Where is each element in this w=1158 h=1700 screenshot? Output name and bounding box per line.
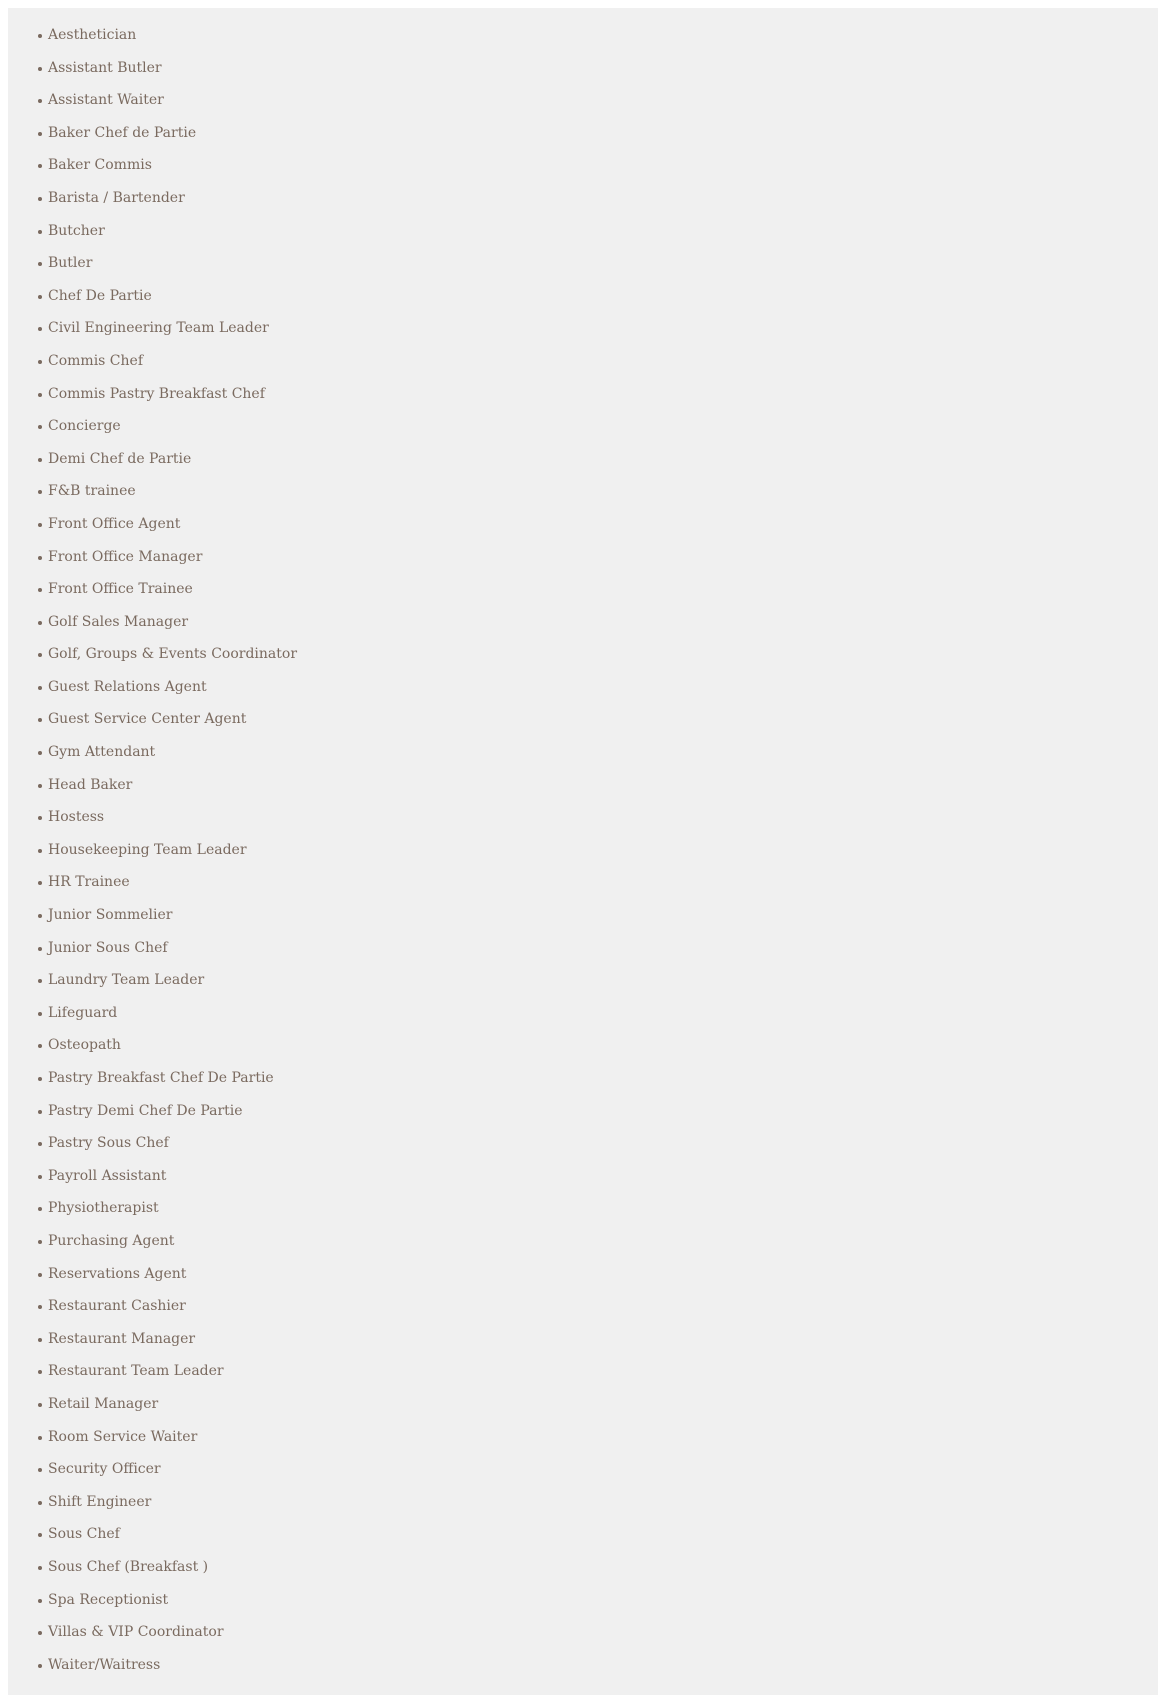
job-link[interactable]: Retail Manager [48, 1395, 159, 1412]
bullet-icon [38, 1468, 42, 1472]
bullet-icon [38, 425, 42, 429]
job-link[interactable]: Baker Chef de Partie [48, 124, 197, 141]
job-list-item[interactable] [38, 549, 1158, 582]
job-link[interactable]: Shift Engineer [48, 1493, 152, 1510]
job-link[interactable]: Guest Relations Agent [48, 678, 207, 695]
job-list-item[interactable] [38, 483, 1158, 516]
bullet-icon [38, 164, 42, 168]
bullet-icon [38, 1012, 42, 1016]
job-link[interactable]: Junior Sommelier [48, 907, 173, 924]
job-link[interactable]: Golf, Groups & Events Coordinator [48, 646, 298, 663]
job-link[interactable]: Pastry Breakfast Chef De Partie [48, 1070, 274, 1086]
bullet-icon [38, 816, 42, 820]
job-list-item[interactable] [38, 711, 1158, 744]
job-list-item[interactable] [38, 386, 1158, 419]
job-list-item[interactable] [38, 940, 1158, 973]
job-link[interactable]: Spa Receptionist [48, 1591, 169, 1608]
job-list-item[interactable] [38, 1103, 1158, 1136]
job-list-item[interactable] [38, 1624, 1158, 1657]
job-list-item[interactable] [38, 1461, 1158, 1494]
bullet-icon [38, 1664, 42, 1668]
bullet-icon [38, 458, 42, 462]
bullet-icon [38, 1305, 42, 1309]
job-link[interactable]: Barista / Bartender [48, 189, 185, 206]
bullet-icon [38, 327, 42, 331]
bullet-icon [38, 751, 42, 755]
bullet-icon [38, 230, 42, 234]
job-list-item[interactable] [38, 157, 1158, 190]
bullet-icon [38, 523, 42, 527]
job-link[interactable]: Restaurant Cashier [48, 1298, 186, 1315]
bullet-icon [38, 556, 42, 560]
job-list-item[interactable] [38, 320, 1158, 353]
bullet-icon [38, 99, 42, 103]
job-list-item[interactable] [38, 1526, 1158, 1559]
job-link[interactable]: Head Baker [48, 776, 133, 793]
bullet-icon [38, 1175, 42, 1179]
job-link[interactable]: Reservations Agent [48, 1265, 187, 1282]
bullet-icon [38, 197, 42, 201]
bullet-icon [38, 1370, 42, 1374]
job-link[interactable]: Sous Chef [48, 1526, 120, 1543]
job-list-item[interactable] [38, 1592, 1158, 1625]
job-list-item[interactable] [38, 1266, 1158, 1299]
job-list-item[interactable] [38, 1396, 1158, 1429]
job-list-item[interactable] [38, 777, 1158, 810]
job-link[interactable]: Pastry Demi Chef De Partie [48, 1102, 243, 1119]
job-list-item[interactable] [38, 1168, 1158, 1201]
job-link[interactable]: Aesthetician [48, 27, 137, 43]
job-list-item[interactable] [38, 1298, 1158, 1331]
job-link[interactable]: Villas & VIP Coordinator [48, 1624, 224, 1641]
job-list-item[interactable] [38, 646, 1158, 679]
bullet-icon [38, 1110, 42, 1114]
bullet-icon [38, 718, 42, 722]
job-list-item[interactable] [38, 972, 1158, 1005]
job-link[interactable]: Hostess [48, 809, 105, 826]
bullet-icon [38, 621, 42, 625]
job-list-item[interactable] [38, 1037, 1158, 1070]
job-link[interactable]: Pastry Sous Chef [48, 1135, 169, 1152]
bullet-icon [38, 1599, 42, 1603]
job-link[interactable]: Assistant Butler [48, 59, 162, 76]
job-list-item[interactable] [38, 353, 1158, 386]
job-link[interactable]: Laundry Team Leader [48, 972, 205, 989]
job-link[interactable]: Gym Attendant [48, 744, 156, 761]
job-list-item[interactable] [38, 418, 1158, 451]
job-link[interactable]: Housekeeping Team Leader [48, 841, 247, 858]
job-link[interactable]: Room Service Waiter [48, 1428, 198, 1445]
job-list-item[interactable] [38, 255, 1158, 288]
job-list-item[interactable] [38, 223, 1158, 256]
job-link[interactable]: Waiter/Waitress [48, 1656, 161, 1673]
job-list-item[interactable] [38, 1429, 1158, 1462]
job-list-item[interactable] [38, 1331, 1158, 1364]
job-link[interactable]: Civil Engineering Team Leader [48, 320, 269, 337]
bullet-icon [38, 1240, 42, 1244]
bullet-icon [38, 1403, 42, 1407]
job-list-item[interactable] [38, 907, 1158, 940]
bullet-icon [38, 1207, 42, 1211]
job-link[interactable]: Commis Chef [48, 352, 143, 369]
job-link[interactable]: Physiotherapist [48, 1200, 159, 1217]
job-link[interactable]: Osteopath [48, 1037, 121, 1054]
job-list-item[interactable] [38, 614, 1158, 647]
bullet-icon [38, 1338, 42, 1342]
bullet-icon [38, 881, 42, 885]
job-list-panel [8, 8, 1158, 1695]
job-list-item[interactable] [38, 1135, 1158, 1168]
bullet-icon [38, 262, 42, 266]
bullet-icon [38, 979, 42, 983]
job-list-item[interactable] [38, 288, 1158, 321]
job-link[interactable]: F&B trainee [48, 483, 136, 500]
bullet-icon [38, 1436, 42, 1440]
job-list-item[interactable] [38, 874, 1158, 907]
bullet-icon [38, 393, 42, 397]
job-link[interactable]: Chef De Partie [48, 287, 152, 304]
job-list-item[interactable] [38, 1657, 1158, 1690]
bullet-icon [38, 914, 42, 918]
job-list-item[interactable] [38, 809, 1158, 842]
job-list-item[interactable] [38, 581, 1158, 614]
bullet-icon [38, 1631, 42, 1635]
job-link[interactable]: Lifeguard [48, 1004, 118, 1021]
job-link[interactable]: Security Officer [48, 1461, 161, 1478]
job-link[interactable]: Restaurant Manager [48, 1330, 196, 1347]
bullet-icon [38, 132, 42, 136]
job-link[interactable]: HR Trainee [48, 874, 130, 891]
bullet-icon [38, 1566, 42, 1570]
bullet-icon [38, 360, 42, 364]
bullet-icon [38, 1077, 42, 1081]
job-list-item[interactable] [38, 1005, 1158, 1038]
job-list-item[interactable] [38, 842, 1158, 875]
job-list-item[interactable] [38, 1233, 1158, 1266]
bullet-icon [38, 67, 42, 71]
job-list-item[interactable] [38, 1363, 1158, 1396]
bullet-icon [38, 1273, 42, 1277]
job-list-item[interactable] [38, 516, 1158, 549]
bullet-icon [38, 653, 42, 657]
job-link[interactable]: Sous Chef (Breakfast ) [48, 1558, 209, 1575]
job-link[interactable]: Concierge [48, 418, 121, 435]
bullet-icon [38, 686, 42, 690]
bullet-icon [38, 1533, 42, 1537]
job-list-item[interactable] [38, 1200, 1158, 1233]
bullet-icon [38, 784, 42, 788]
job-list-item[interactable] [38, 744, 1158, 777]
job-list [8, 8, 1158, 1689]
job-list-item[interactable] [38, 60, 1158, 93]
job-list-item[interactable] [38, 1070, 1158, 1103]
job-link[interactable]: Front Office Manager [48, 548, 203, 565]
job-link[interactable]: Front Office Agent [48, 515, 181, 532]
job-link[interactable]: Golf Sales Manager [48, 613, 189, 630]
job-list-item[interactable] [38, 451, 1158, 484]
job-link[interactable]: Butler [48, 255, 93, 272]
job-link[interactable]: Purchasing Agent [48, 1232, 175, 1249]
job-link[interactable]: Front Office Trainee [48, 581, 193, 598]
job-link[interactable]: Junior Sous Chef [48, 939, 168, 956]
job-list-item[interactable] [38, 679, 1158, 712]
job-link[interactable]: Assistant Waiter [48, 92, 164, 109]
job-link[interactable]: Guest Service Center Agent [48, 711, 247, 728]
job-list-item[interactable] [38, 1494, 1158, 1527]
bullet-icon [38, 849, 42, 853]
bullet-icon [38, 1501, 42, 1505]
job-link[interactable]: Commis Pastry Breakfast Chef [48, 385, 265, 402]
job-list-item[interactable] [38, 92, 1158, 125]
bullet-icon [38, 295, 42, 299]
bullet-icon [38, 34, 42, 38]
job-link[interactable]: Demi Chef de Partie [48, 450, 192, 467]
job-list-item[interactable] [38, 190, 1158, 223]
job-link[interactable]: Baker Commis [48, 157, 152, 174]
bullet-icon [38, 1044, 42, 1048]
bullet-icon [38, 588, 42, 592]
job-link[interactable]: Restaurant Team Leader [48, 1363, 224, 1380]
bullet-icon [38, 1142, 42, 1146]
job-list-item[interactable] [38, 1559, 1158, 1592]
job-list-item[interactable] [38, 125, 1158, 158]
job-link[interactable]: Payroll Assistant [48, 1167, 167, 1184]
bullet-icon [38, 947, 42, 951]
job-list-item[interactable] [38, 27, 1158, 60]
bullet-icon [38, 490, 42, 494]
job-link[interactable]: Butcher [48, 222, 105, 239]
